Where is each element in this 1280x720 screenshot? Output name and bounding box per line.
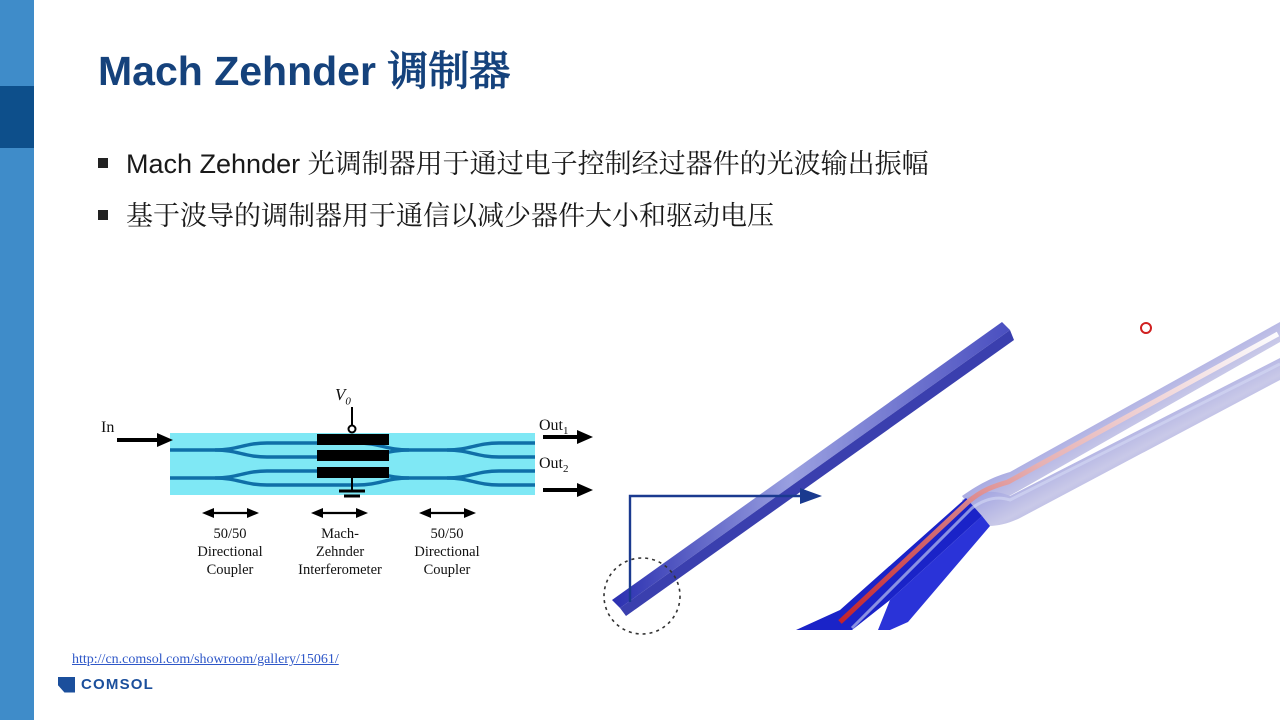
output-arrow-2-icon [543, 483, 593, 497]
comsol-3d-result-image [590, 300, 1280, 650]
caption-coupler-left [170, 525, 290, 579]
input-label: In [101, 419, 115, 436]
bullet-marker-icon [98, 158, 108, 168]
list-item [98, 146, 1178, 182]
voltage-label [335, 385, 351, 407]
out2-text: Out [539, 455, 563, 472]
schematic-svg [95, 395, 615, 625]
caption-coupler-right [387, 525, 507, 579]
out1-subscript: 1 [563, 425, 569, 438]
input-arrow-icon [117, 433, 173, 447]
bullet-text: Mach Zehnder 光调制器用于通过电子控制经过器件的光波输出振幅 [126, 149, 929, 179]
bullet-marker-icon [98, 210, 108, 220]
caption-line: Directional [414, 544, 480, 561]
list-item [98, 198, 1178, 234]
caption-line: Coupler [206, 562, 254, 579]
caption-line: Zehnder [315, 544, 365, 561]
caption-line: Coupler [423, 562, 471, 579]
bullet-list [98, 146, 1178, 251]
accent-bar-segment-top [0, 0, 34, 86]
voltage-subscript: 0 [345, 395, 351, 408]
out2-subscript: 2 [563, 463, 569, 476]
accent-bar-segment-bottom [0, 148, 34, 720]
comsol-wordmark: COMSOL [81, 676, 155, 693]
waveguide-body-3d [790, 322, 1280, 630]
dimension-arrows [202, 508, 476, 518]
comsol-logo [58, 676, 154, 693]
out1-text: Out [539, 417, 563, 434]
caption-line: Interferometer [298, 562, 382, 579]
accent-bar-segment-middle [0, 86, 34, 148]
left-accent-bar [0, 0, 34, 720]
output-2-label [539, 455, 569, 475]
voltage-symbol: V [335, 385, 346, 404]
page-title: Mach Zehnder 调制器 [98, 48, 511, 94]
mach-zehnder-schematic [95, 385, 615, 625]
caption-line: 50/50 [213, 526, 247, 542]
caption-line: Directional [197, 544, 263, 561]
source-link[interactable]: http://cn.comsol.com/showroom/gallery/15061/ [72, 652, 339, 667]
caption-line: 50/50 [430, 526, 464, 542]
output-1-label [539, 417, 569, 437]
caption-line: Mach- [321, 526, 359, 542]
render-svg [590, 300, 1280, 650]
comsol-mark-icon [58, 677, 75, 693]
caption-interferometer [280, 525, 400, 579]
max-marker-icon [1141, 323, 1151, 333]
bullet-text: 基于波导的调制器用于通信以减少器件大小和驱动电压 [126, 201, 774, 232]
